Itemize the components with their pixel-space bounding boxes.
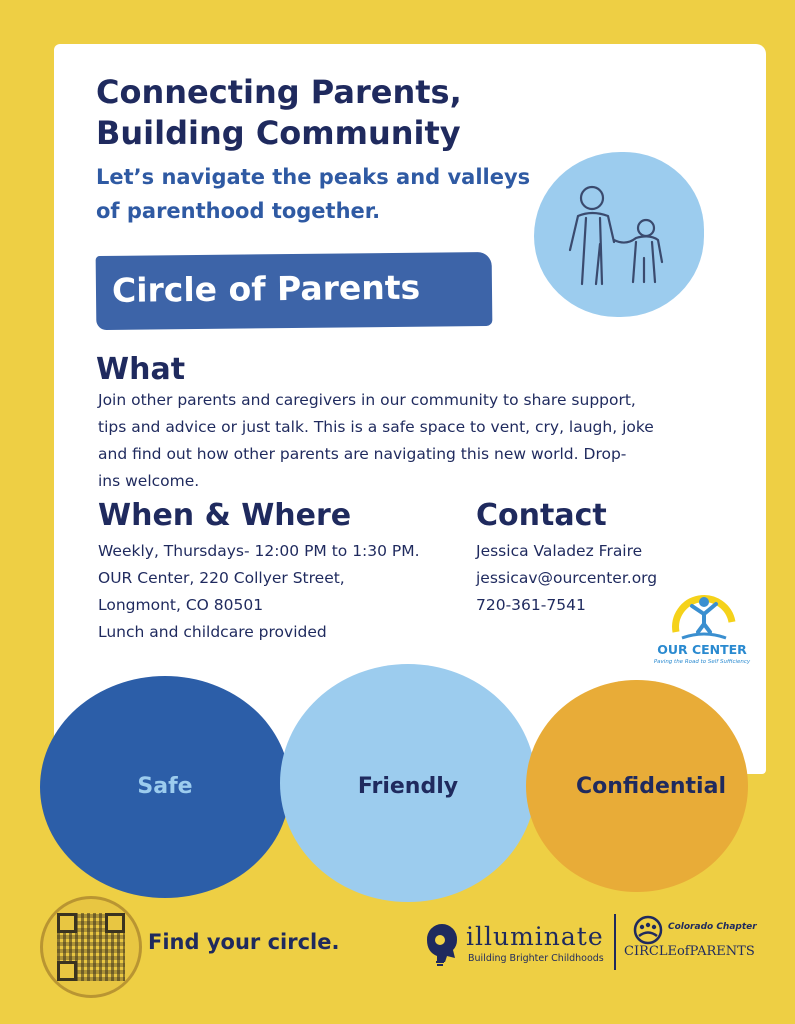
- our-center-logo: [646, 582, 758, 674]
- our-center-emblem-icon: [646, 582, 758, 644]
- contact-details: [476, 538, 657, 619]
- contact-heading: Contact: [476, 498, 607, 533]
- what-line: Join other parents and caregivers in our community to share support,: [98, 391, 636, 409]
- value-label-safe: Safe: [137, 774, 193, 799]
- value-circle-confidential: [526, 680, 748, 892]
- logo-divider: [614, 914, 616, 970]
- schedule-line: Weekly, Thursdays- 12:00 PM to 1:30 PM.: [98, 542, 420, 560]
- value-circle-friendly: [280, 664, 536, 902]
- illuminate-logo: [422, 920, 612, 968]
- parent-child-icon: [534, 152, 704, 317]
- subheadline: [96, 160, 530, 228]
- what-line: and find out how other parents are navigating this new world. Drop-: [98, 445, 627, 463]
- amenities-line: Lunch and childcare provided: [98, 623, 327, 641]
- headline: [96, 72, 462, 154]
- what-line: tips and advice or just talk. This is a safe space to vent, cry, laugh, joke: [98, 418, 654, 436]
- subheadline-line-2: of parenthood together.: [96, 199, 381, 223]
- what-line: ins welcome.: [98, 472, 200, 490]
- our-center-name: OUR CENTER: [657, 642, 747, 657]
- contact-phone[interactable]: 720-361-7541: [476, 596, 586, 614]
- qr-finder: [57, 961, 77, 981]
- circle-of-parents-name: CIRCLEofPARENTS: [624, 944, 755, 959]
- value-label-confidential: Confidential: [575, 774, 726, 799]
- parent-child-circle: [534, 152, 704, 317]
- our-center-tagline: Paving the Road to Self Sufficiency: [653, 659, 751, 665]
- find-your-circle-cta: Find your circle.: [148, 930, 340, 954]
- value-label-friendly: Friendly: [357, 774, 459, 799]
- lightbulb-head-icon: [422, 920, 462, 968]
- illuminate-tagline: Building Brighter Childhoods: [468, 953, 604, 964]
- address-line: OUR Center, 220 Collyer Street,: [98, 569, 345, 587]
- subheadline-line-1: Let’s navigate the peaks and valleys: [96, 165, 531, 189]
- what-heading: What: [96, 352, 186, 387]
- when-where-details: [98, 538, 420, 646]
- program-title: Circle of Parents: [111, 267, 421, 310]
- program-banner: [96, 252, 493, 330]
- circle-of-parents-logo: [624, 914, 764, 970]
- contact-email[interactable]: jessicav@ourcenter.org: [476, 569, 658, 587]
- address-city-line: Longmont, CO 80501: [98, 596, 264, 614]
- headline-line-2: Building Community: [96, 114, 461, 152]
- when-where-heading: When & Where: [98, 498, 352, 533]
- circle-chapter: Colorado Chapter: [668, 922, 757, 932]
- qr-code[interactable]: [40, 896, 142, 998]
- what-description: [98, 387, 738, 495]
- contact-name: Jessica Valadez Fraire: [476, 542, 643, 560]
- value-circle-safe: [40, 676, 290, 898]
- qr-finder: [105, 913, 125, 933]
- headline-line-1: Connecting Parents,: [96, 73, 462, 111]
- qr-finder: [57, 913, 77, 933]
- illuminate-name: illuminate: [466, 922, 604, 951]
- circle-of-parents-emblem-icon: [630, 914, 666, 946]
